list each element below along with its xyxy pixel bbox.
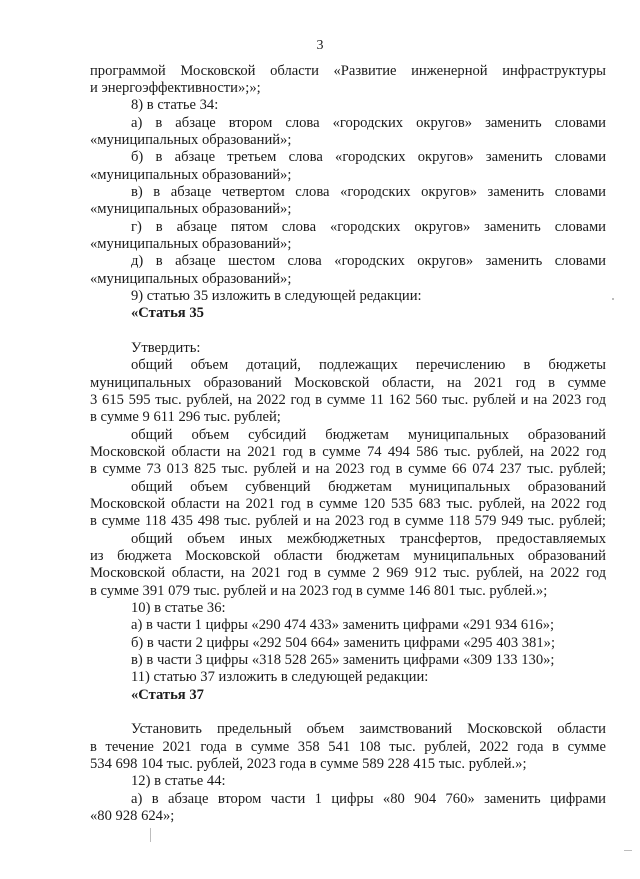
text-line: Установить предельный объем заимствований Московской области bbox=[131, 721, 606, 737]
scan-speck bbox=[612, 298, 614, 300]
text-line: Московской области, на 2021 год в сумме 2 969 912 тыс. рублей, на 2022 год bbox=[90, 565, 606, 581]
text-line: 534 698 104 тыс. рублей, 2023 года в сумме 589 228 415 тыс. рублей.»; bbox=[90, 756, 527, 772]
text-line: в сумме 73 013 825 тыс. рублей и на 2023 год в сумме 66 074 237 тыс. рублей; bbox=[90, 461, 606, 477]
article-heading: «Статья 35 bbox=[131, 305, 204, 321]
text-line: общий объем дотаций, подлежащих перечислению в бюджеты bbox=[131, 357, 606, 373]
text-line: и энергоэффективности»;»; bbox=[90, 80, 261, 96]
text-line: в сумме 9 611 296 тыс. рублей; bbox=[90, 409, 281, 425]
text-line: Утвердить: bbox=[131, 340, 201, 356]
text-line: Московской области на 2021 год в сумме 120 535 683 тыс. рублей, на 2022 год bbox=[90, 496, 606, 512]
text-line: в сумме 391 079 тыс. рублей и на 2023 год в сумме 146 801 тыс. рублей.»; bbox=[90, 583, 548, 599]
text-line: д) в абзаце шестом слова «городских округов» заменить словами bbox=[131, 253, 606, 269]
text-line: б) в части 2 цифры «292 504 664» заменить цифрами «295 403 381»; bbox=[131, 635, 556, 651]
text-line: Московской области на 2021 год в сумме 74 494 586 тыс. рублей, на 2022 год bbox=[90, 444, 606, 460]
text-line: «муниципальных образований»; bbox=[90, 271, 292, 287]
text-line: общий объем субвенций бюджетам муниципальных образований bbox=[131, 479, 606, 495]
text-line: 9) статью 35 изложить в следующей редакции: bbox=[131, 288, 422, 304]
text-line: а) в части 1 цифры «290 474 433» заменить цифрами «291 934 616»; bbox=[131, 617, 555, 633]
text-line: 8) в статье 34: bbox=[131, 97, 219, 113]
text-line: из бюджета Московской области бюджетам муниципальных образований bbox=[90, 548, 606, 564]
text-line: общий объем субсидий бюджетам муниципальных образований bbox=[131, 427, 606, 443]
text-line: 3 615 595 тыс. рублей, на 2022 год в сумме 11 162 560 тыс. рублей и на 2023 год bbox=[90, 392, 606, 408]
text-line: «муниципальных образований»; bbox=[90, 201, 292, 217]
text-line: «муниципальных образований»; bbox=[90, 236, 292, 252]
text-line: муниципальных образований Московской области, на 2021 год в сумме bbox=[90, 375, 606, 391]
page-number: 3 bbox=[316, 38, 324, 53]
article-heading: «Статья 37 bbox=[131, 687, 204, 703]
scan-speck bbox=[624, 850, 632, 851]
text-line: г) в абзаце пятом слова «городских округов» заменить словами bbox=[131, 219, 606, 235]
text-line: б) в абзаце третьем слова «городских округов» заменить словами bbox=[131, 149, 606, 165]
text-line: «80 928 624»; bbox=[90, 808, 175, 824]
text-line: в) в части 3 цифры «318 528 265» заменить цифрами «309 133 130»; bbox=[131, 652, 555, 668]
text-line: «муниципальных образований»; bbox=[90, 132, 292, 148]
text-line: 11) статью 37 изложить в следующей редакции: bbox=[131, 669, 429, 685]
text-line: в) в абзаце четвертом слова «городских округов» заменить словами bbox=[131, 184, 606, 200]
text-line: 12) в статье 44: bbox=[131, 773, 226, 789]
scan-speck bbox=[150, 828, 151, 842]
text-line: в течение 2021 года в сумме 358 541 108 тыс. рублей, 2022 года в сумме bbox=[90, 739, 606, 755]
text-line: 10) в статье 36: bbox=[131, 600, 226, 616]
text-line: а) в абзаце втором части 1 цифры «80 904 760» заменить цифрами bbox=[131, 791, 606, 807]
text-line: «муниципальных образований»; bbox=[90, 167, 292, 183]
text-line: в сумме 118 435 498 тыс. рублей и на 2023 год в сумме 118 579 949 тыс. рублей; bbox=[90, 513, 606, 529]
text-line: программой Московской области «Развитие инженерной инфраструктуры bbox=[90, 63, 606, 79]
text-line: общий объем иных межбюджетных трансфертов, предоставляемых bbox=[131, 531, 606, 547]
text-line: а) в абзаце втором слова «городских округов» заменить словами bbox=[131, 115, 606, 131]
